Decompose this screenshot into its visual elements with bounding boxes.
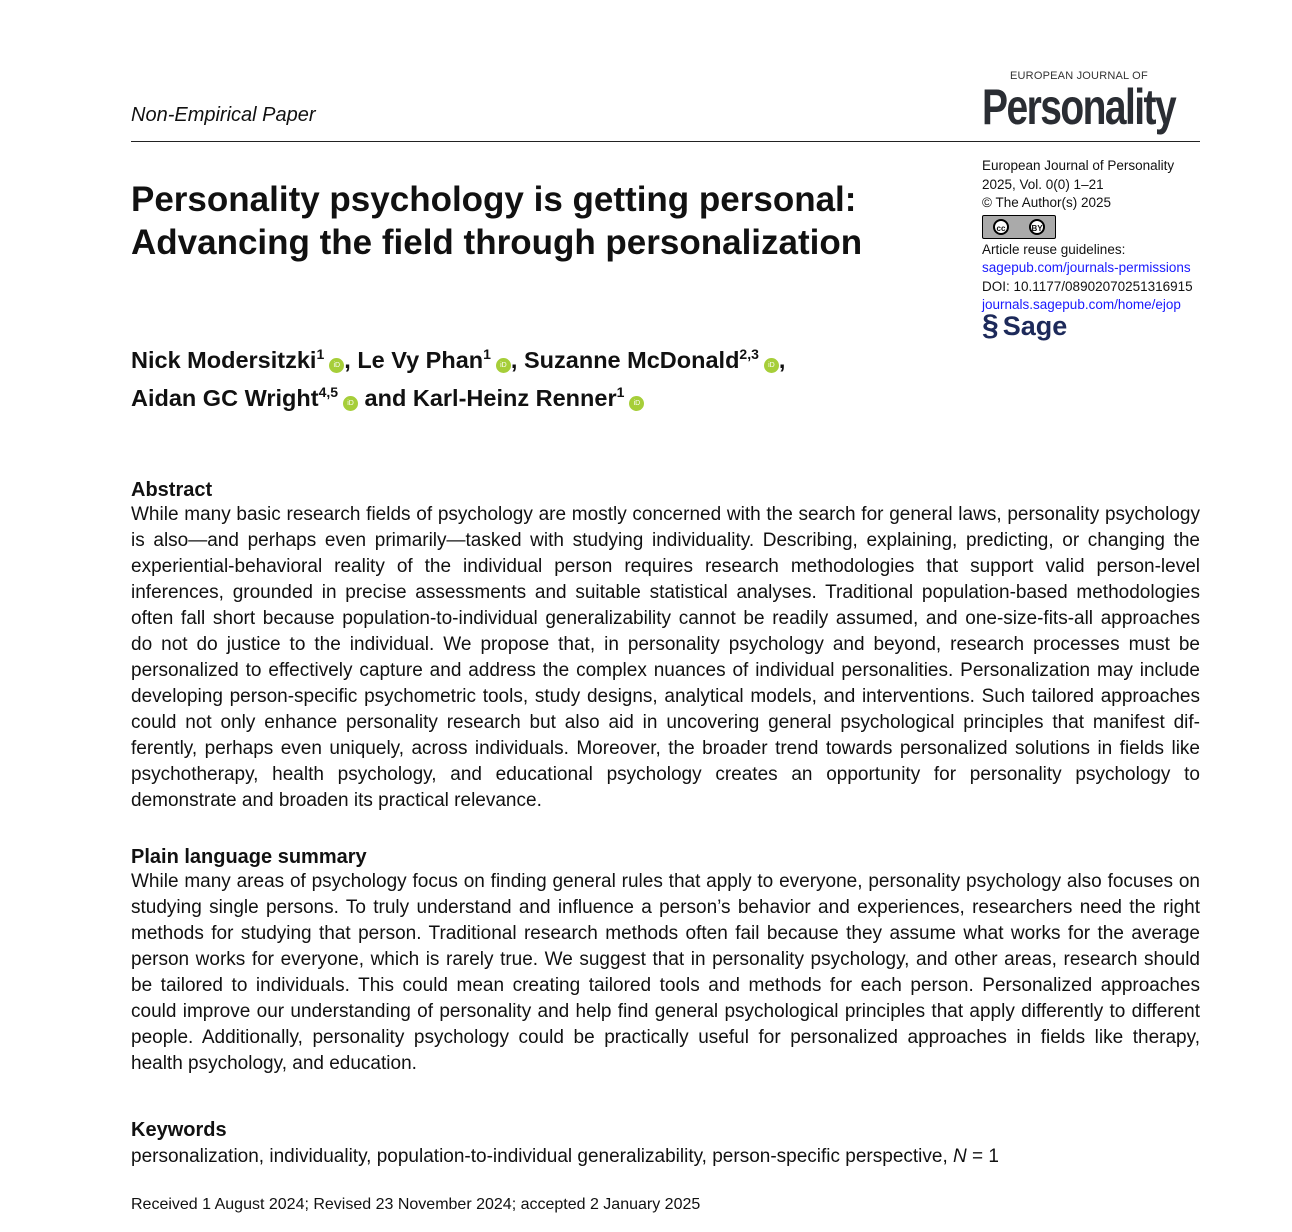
text-line: do not do justice to the individual. We propose that, in personality psychology and beyond, research processes must be	[131, 634, 1200, 655]
text-line: could not only enhance personality research but also aid in uncovering general psychological principles that manifest dif-	[131, 712, 1200, 733]
article-type: Non-Empirical Paper	[131, 104, 316, 126]
text-line: ferently, perhaps even uniquely, across individuals. Moreover, the broader trend towards personalized solutions in fields like	[131, 738, 1200, 759]
doi: DOI: 10.1177/08902070251316915	[982, 278, 1193, 294]
text-line: While many areas of psychology focus on finding general rules that apply to everyone, personality psychology also focuses on	[131, 871, 1200, 892]
text-line: be tailored to individuals. This could mean creating tailored tools and methods for each person. Personalized approaches	[131, 975, 1200, 996]
author: Karl-Heinz Renner$^1$iD	[413, 385, 645, 411]
text-line: developing person-specific psychometric tools, study designs, analytical models, and interventions. Such tailored approaches	[131, 686, 1200, 707]
orcid-icon[interactable]: iD	[329, 358, 344, 373]
journal-meta	[982, 157, 1212, 342]
journal-citation: European Journal of Personality	[982, 158, 1175, 173]
text-line: psychotherapy, health psychology, and educational psychology creates an opportunity for personality psychology to	[131, 764, 1200, 785]
summary-heading: Plain language summary	[131, 846, 367, 868]
copyright: © The Author(s) 2025	[982, 195, 1112, 210]
text-line: people. Additionally, personality psychology could be practically useful for personalized approaches in fields like therapy,	[131, 1027, 1200, 1048]
paper-title: Personality psychology is getting personal: Advancing the field through personalization	[131, 180, 863, 262]
cc-by-icon: cc BY	[982, 215, 1056, 239]
keywords-heading: Keywords	[131, 1119, 227, 1141]
author: Suzanne McDonald$^{2,3}$iD ,	[523, 346, 786, 373]
summary-text	[131, 869, 1200, 1077]
author: Le Vy Phan$^1$iD ,	[357, 346, 524, 373]
journal-logo: Personality	[982, 79, 1176, 135]
text-line: often fall short because population-to-individual generalizability cannot be readily assumed, and one-size-fits-all approaches	[131, 608, 1200, 629]
received-dates: Received 1 August 2024; Revised 23 November 2024; accepted 2 January 2025	[131, 1196, 701, 1213]
reuse-label: Article reuse guidelines:	[982, 241, 1126, 257]
abstract-text	[131, 502, 1200, 814]
journal-logo-top: EUROPEAN JOURNAL OF	[1010, 70, 1148, 82]
text-line: studying single persons. To truly understand and influence a person’s behavior and experiences, researchers need the right	[131, 897, 1200, 918]
summary-section	[131, 846, 1200, 1077]
orcid-icon[interactable]: iD	[343, 396, 358, 411]
orcid-icon[interactable]: iD	[764, 358, 779, 373]
text-line: is also—and perhaps even primarily—tasked with studying individuality. Describing, explaining, predicting, or changing the	[131, 530, 1200, 551]
text-line: person works for everyone, which is rarely true. We suggest that in personality psychology, and other areas, research should	[131, 949, 1200, 970]
text-line: While many basic research fields of psychology are mostly concerned with the search for general laws, personality psychology	[131, 504, 1200, 525]
author: Nick Modersitzki$^1$iD ,	[131, 346, 358, 373]
abstract-heading: Abstract	[131, 479, 213, 501]
abstract-section	[131, 479, 1200, 814]
volume: 2025, Vol. 0(0) 1–21	[982, 176, 1104, 192]
text-line: methods for studying that person. Traditional research methods often fail because they assume what works for the average	[131, 923, 1200, 944]
text-line: health psychology, and education.	[131, 1053, 417, 1074]
orcid-icon[interactable]: iD	[629, 396, 644, 411]
text-line: could improve our understanding of personality and help find general psychological principles that apply differently to different	[131, 1001, 1200, 1022]
text-line: inferences, grounded in precise assessments and suitable statistical analyses. Traditional population-based methodologies	[131, 582, 1200, 603]
text-line: personalized to effectively capture and address the complex nuances of individual personalities. Personalization may include	[131, 660, 1200, 681]
keywords: personalization, individuality, population-to-individual generalizability, person-specific perspective, N = 1	[131, 1146, 999, 1167]
sage-logo: § Sage	[982, 308, 1068, 342]
author-list	[131, 338, 785, 414]
author: Aidan GC Wright$^{4,5}$iD and	[131, 384, 413, 411]
journal-home-link[interactable]: journals.sagepub.com/home/ejop	[982, 297, 1181, 312]
text-line: experiential-behavioral reality of the individual person requires research methodologies that support valid person-level	[131, 556, 1200, 577]
sage-s-icon: §	[982, 308, 999, 342]
permissions-link[interactable]: sagepub.com/journals-permissions	[982, 260, 1191, 275]
text-line: demonstrate and broaden its practical relevance.	[131, 790, 542, 811]
logo-rule	[982, 141, 1200, 142]
orcid-icon[interactable]: iD	[496, 358, 511, 373]
